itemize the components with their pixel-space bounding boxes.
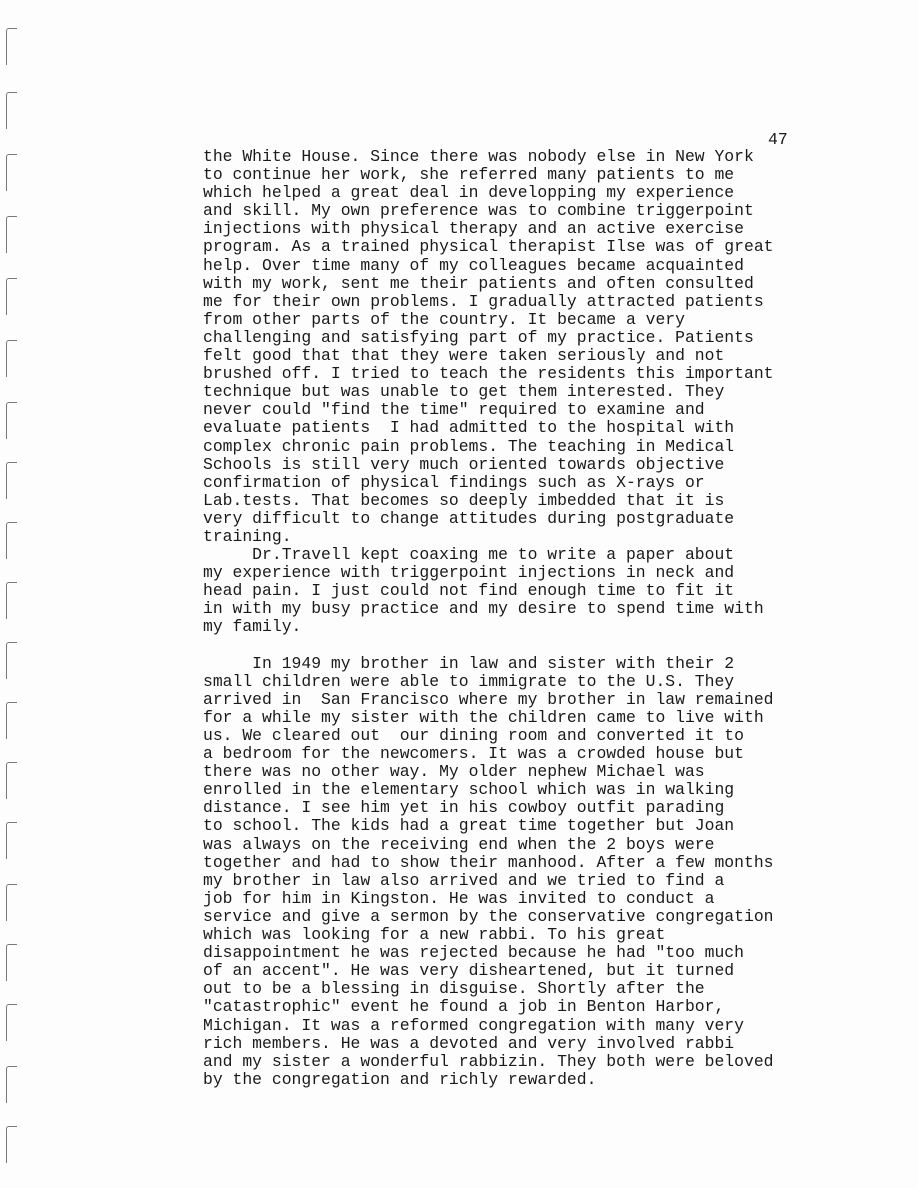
text-line: me for their own problems. I gradually attracted patients (203, 291, 764, 311)
text-line: my experience with triggerpoint injections in neck and (203, 563, 735, 583)
text-line: Lab.tests. That becomes so deeply imbedded that it is (203, 490, 725, 510)
text-line: service and give a sermon by the conservative congregation (203, 906, 774, 926)
punch-mark (6, 762, 17, 799)
text-line: "catastrophic" event he found a job in Benton Harbor, (203, 997, 725, 1017)
text-line: Michigan. It was a reformed congregation with many very (203, 1015, 744, 1035)
punch-mark (6, 582, 17, 619)
punch-mark (6, 154, 17, 191)
punch-mark (6, 1066, 17, 1103)
punch-mark (6, 216, 17, 253)
paragraph (203, 148, 843, 546)
text-line: small children were able to immigrate to the U.S. They (203, 671, 735, 691)
text-line: out to be a blessing in disguise. Shortly after the (203, 979, 705, 999)
text-line: arrived in San Francisco where my brother in law remained (203, 689, 774, 709)
text-line: felt good that that they were taken seriously and not (203, 346, 725, 366)
text-line: disappointment he was rejected because he had "too much (203, 943, 744, 963)
text-line: by the congregation and richly rewarded. (203, 1069, 597, 1089)
text-line: rich members. He was a devoted and very involved rabbi (203, 1033, 735, 1053)
text-line: in with my busy practice and my desire to spend time with (203, 599, 764, 619)
punch-mark (6, 884, 17, 921)
text-line: my brother in law also arrived and we tried to find a (203, 870, 725, 890)
punch-mark (6, 402, 17, 439)
punch-mark (6, 340, 17, 377)
text-line: very difficult to change attitudes during postgraduate (203, 508, 735, 528)
text-line: of an accent". He was very disheartened, but it turned (203, 961, 735, 981)
text-line: confirmation of physical findings such as X-rays or (203, 472, 705, 492)
paragraph (203, 655, 843, 1089)
text-line: job for him in Kingston. He was invited to conduct a (203, 888, 715, 908)
text-line: with my work, sent me their patients and often consulted (203, 273, 754, 293)
text-line: help. Over time many of my colleagues became acquainted (203, 255, 744, 275)
text-line: distance. I see him yet in his cowboy outfit parading (203, 798, 725, 818)
text-line: injections with physical therapy and an active exercise (203, 219, 744, 239)
text-line: which was looking for a new rabbi. To his great (203, 925, 666, 945)
body-text (203, 148, 843, 1089)
paragraph-gap (203, 637, 843, 655)
text-line: which helped a great deal in developping my experience (203, 183, 735, 203)
text-line: technique but was unable to get them interested. They (203, 382, 725, 402)
text-line: In 1949 my brother in law and sister with their 2 (203, 653, 735, 673)
text-line: from other parts of the country. It became a very (203, 309, 685, 329)
text-line: together and had to show their manhood. After a few months (203, 852, 774, 872)
text-line: training. (203, 526, 292, 546)
punch-mark (6, 822, 17, 859)
punch-mark (6, 92, 17, 129)
text-line: evaluate patients I had admitted to the hospital with (203, 418, 735, 438)
text-line: a bedroom for the newcomers. It was a crowded house but (203, 744, 744, 764)
text-line: brushed off. I tried to teach the residents this important (203, 364, 774, 384)
binder-punch-marks (0, 0, 20, 1188)
punch-mark (6, 702, 17, 739)
text-line: my family. (203, 617, 302, 637)
text-line: Schools is still very much oriented towards objective (203, 454, 725, 474)
text-line: Dr.Travell kept coaxing me to write a paper about (203, 545, 735, 565)
punch-mark (6, 462, 17, 499)
text-line: and skill. My own preference was to combine triggerpoint (203, 201, 754, 221)
text-line: to continue her work, she referred many patients to me (203, 165, 735, 185)
text-line: there was no other way. My older nephew Michael was (203, 762, 705, 782)
text-line: was always on the receiving end when the 2 boys were (203, 834, 715, 854)
punch-mark (6, 944, 17, 981)
text-line: program. As a trained physical therapist Ilse was of great (203, 237, 774, 257)
text-line: us. We cleared out our dining room and converted it to (203, 726, 744, 745)
text-line: enrolled in the elementary school which was in walking (203, 780, 735, 800)
punch-mark (6, 642, 17, 679)
text-line: never could "find the time" required to examine and (203, 400, 705, 420)
punch-mark (6, 522, 17, 559)
punch-mark (6, 278, 17, 315)
punch-mark (6, 28, 17, 65)
punch-mark (6, 1004, 17, 1041)
text-line: to school. The kids had a great time together but Joan (203, 816, 735, 836)
text-line: head pain. I just could not find enough time to fit it (203, 581, 735, 601)
paragraph (203, 546, 843, 636)
text-line: and my sister a wonderful rabbizin. They both were beloved (203, 1051, 774, 1071)
page-number: 47 (768, 130, 788, 149)
text-line: the White House. Since there was nobody else in New York (203, 147, 754, 166)
text-line: for a while my sister with the children came to live with (203, 707, 764, 727)
text-line: challenging and satisfying part of my practice. Patients (203, 327, 754, 347)
text-line: complex chronic pain problems. The teaching in Medical (203, 436, 735, 456)
punch-mark (6, 1126, 17, 1163)
